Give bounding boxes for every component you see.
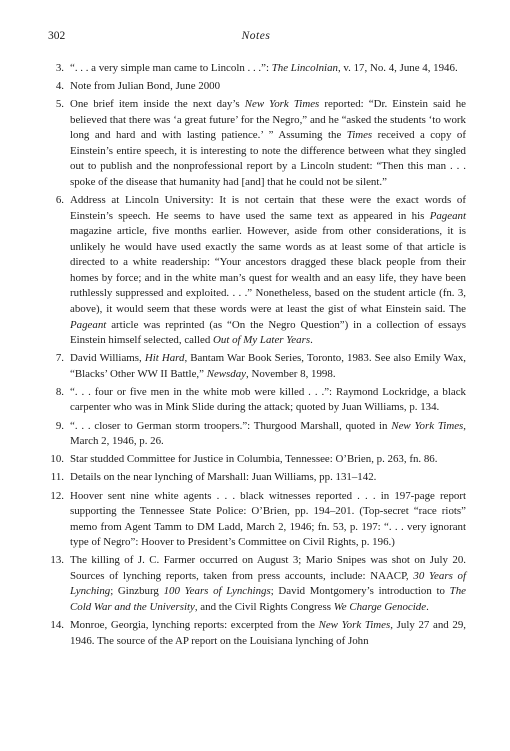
italic-title: 100 Years of Lynchings bbox=[163, 585, 271, 598]
footnote bbox=[48, 385, 466, 416]
footnote bbox=[48, 79, 466, 95]
text-run: The killing of J. C. Farmer occurred on August 3; Mario Snipes was shot on July 20. Sources of lynching reports, taken from press accounts, include: NAACP, bbox=[70, 554, 466, 582]
italic-title: New York Times bbox=[391, 419, 464, 432]
footnote-text bbox=[70, 193, 466, 348]
footnote-text bbox=[70, 97, 466, 190]
italic-title: Hit Hard bbox=[144, 352, 185, 365]
footnote bbox=[48, 97, 466, 190]
text-run: “. . . a very simple man came to Lincoln . . .”: bbox=[70, 62, 272, 74]
footnote-number: 14. bbox=[50, 619, 64, 632]
footnote-text bbox=[70, 470, 466, 486]
text-run: Monroe, Georgia, lynching reports: excerpted from the bbox=[70, 619, 319, 632]
footnote bbox=[48, 193, 466, 348]
footnote bbox=[48, 618, 466, 649]
italic-title: 30 Years of Lynching bbox=[70, 569, 467, 598]
text-run: Note from Julian Bond, June 2000 bbox=[70, 80, 221, 93]
footnote-number: 8. bbox=[55, 385, 64, 398]
text-run: David Williams, bbox=[70, 352, 145, 365]
page-header bbox=[48, 30, 464, 48]
footnote-number: 10. bbox=[50, 453, 64, 466]
footnote-number: 6. bbox=[55, 194, 64, 207]
italic-title: Pageant bbox=[70, 318, 107, 331]
footnote bbox=[48, 419, 466, 450]
footnote-text bbox=[70, 79, 466, 95]
text-run: Details on the near lynching of Marshall: Juan Williams, pp. 131–142. bbox=[70, 471, 377, 484]
footnote-number: 5. bbox=[55, 98, 64, 111]
footnote bbox=[48, 452, 466, 468]
italic-title: We Charge Genocide bbox=[333, 600, 427, 613]
text-run: received a copy of Einstein’s entire speech, it is interesting to note the difference between what they singled out to publish and the nonprofessional report by a Lincoln student: “Then this man . . . spoke of the disease that humanity had [and] that he could not be silent.” bbox=[70, 129, 466, 189]
text-run: article was reprinted (as “On the Negro Question”) in a collection of essays Einstein himself selected, called bbox=[70, 318, 466, 347]
footnote-text bbox=[70, 61, 466, 77]
italic-title: Pageant bbox=[429, 209, 466, 222]
text-run: Address at Lincoln University: It is not certain that these were the exact words of Einstein’s speech. He seems to have used the same text as appeared in his bbox=[70, 194, 466, 222]
italic-title: The Lincolnian bbox=[271, 62, 338, 74]
italic-title: New York Times bbox=[318, 619, 391, 632]
footnote-number: 4. bbox=[55, 80, 64, 93]
text-run: , v. 17, No. 4, June 4, 1946. bbox=[337, 62, 458, 74]
notes-list bbox=[48, 61, 466, 652]
footnote-number: 7. bbox=[55, 352, 64, 365]
text-run: Hoover sent nine white agents . . . black witnesses reported . . . in 197-page report supporting the Tennessee State Police: O’Brien, pp. 194–201. (Top-secret “race riots” memo from Agent Tamm to DM Ladd, March 2, 1946; fn. 53, p. 197: “. . . very ignorant type of Negro”: Hoover to President’s Committee on Civil Rights, p. 196.) bbox=[70, 489, 466, 549]
footnote-text bbox=[70, 419, 466, 450]
footnote-number: 9. bbox=[55, 419, 64, 432]
footnote-text bbox=[70, 385, 466, 416]
footnote-text bbox=[70, 553, 466, 615]
footnote bbox=[48, 553, 466, 615]
text-run: ; Ginzburg bbox=[110, 585, 164, 598]
footnote bbox=[48, 470, 466, 486]
italic-title: Newsday bbox=[206, 367, 247, 380]
footnote bbox=[48, 61, 466, 77]
italic-title: Out of My Later Years bbox=[213, 334, 311, 347]
footnote-text bbox=[70, 351, 466, 382]
text-run: , and the Civil Rights Congress bbox=[194, 600, 334, 613]
text-run: ; David Montgomery’s introduction to bbox=[270, 585, 450, 598]
text-run: . bbox=[426, 600, 429, 613]
text-run: , November 8, 1998. bbox=[246, 367, 336, 380]
text-run: reported: “Dr. Einstein said he believed that there was ‘a great future’ for the Negro,” and he “asked the students ‘to work long and hard and with lasting patience.’ ” Assuming the bbox=[70, 98, 466, 142]
text-run: . bbox=[310, 334, 313, 347]
page-number: 302 bbox=[48, 30, 66, 42]
text-run: , July 27 and 29, 1946. The source of the AP report on the Louisiana lynching of John bbox=[70, 619, 466, 647]
italic-title: New York Times bbox=[244, 98, 320, 111]
text-run: “. . . four or five men in the white mob were killed . . .”: Raymond Lockridge, a black carpenter who was in Mink Slide during the attack; quoted by Juan Williams, p. 134. bbox=[70, 385, 466, 414]
text-run: magazine article, five months earlier. However, aside from other considerations, it is unlikely he would have used exactly the same words as at least some of that article is directed to a white readership: “Your ancestors dragged these black people from their homes by force; and in the white man’s quest for wealth and an easy life, they have been ruthlessly suppressed and exploited. . . .” Nonetheless, based on the student article (fn. 3, above), it would seem that these words were at least the gist of what Einstein said. The bbox=[70, 225, 466, 315]
footnote-number: 12. bbox=[50, 489, 64, 502]
text-run: Star studded Committee for Justice in Columbia, Tennessee: O’Brien, p. 263, fn. 86. bbox=[70, 453, 438, 466]
footnote bbox=[48, 489, 466, 551]
text-run: , March 2, 1946, p. 26. bbox=[70, 419, 466, 448]
footnote-text bbox=[70, 618, 466, 649]
footnote-number: 13. bbox=[50, 554, 64, 567]
footnote-number: 3. bbox=[55, 62, 64, 74]
footnote bbox=[48, 351, 466, 382]
footnote-number: 11. bbox=[50, 471, 64, 484]
text-run: One brief item inside the next day’s bbox=[70, 98, 245, 111]
italic-title: The Cold War and the University bbox=[70, 585, 466, 613]
running-head: Notes bbox=[241, 30, 271, 42]
footnote-text bbox=[70, 489, 466, 551]
text-run: , Bantam War Book Series, Toronto, 1983. See also Emily Wax, “Blacks’ Other WW II Battle,” bbox=[70, 352, 467, 380]
footnote-text bbox=[70, 452, 466, 468]
text-run: “. . . closer to German storm troopers.”: Thurgood Marshall, quoted in bbox=[70, 419, 392, 432]
italic-title: Times bbox=[346, 129, 373, 142]
